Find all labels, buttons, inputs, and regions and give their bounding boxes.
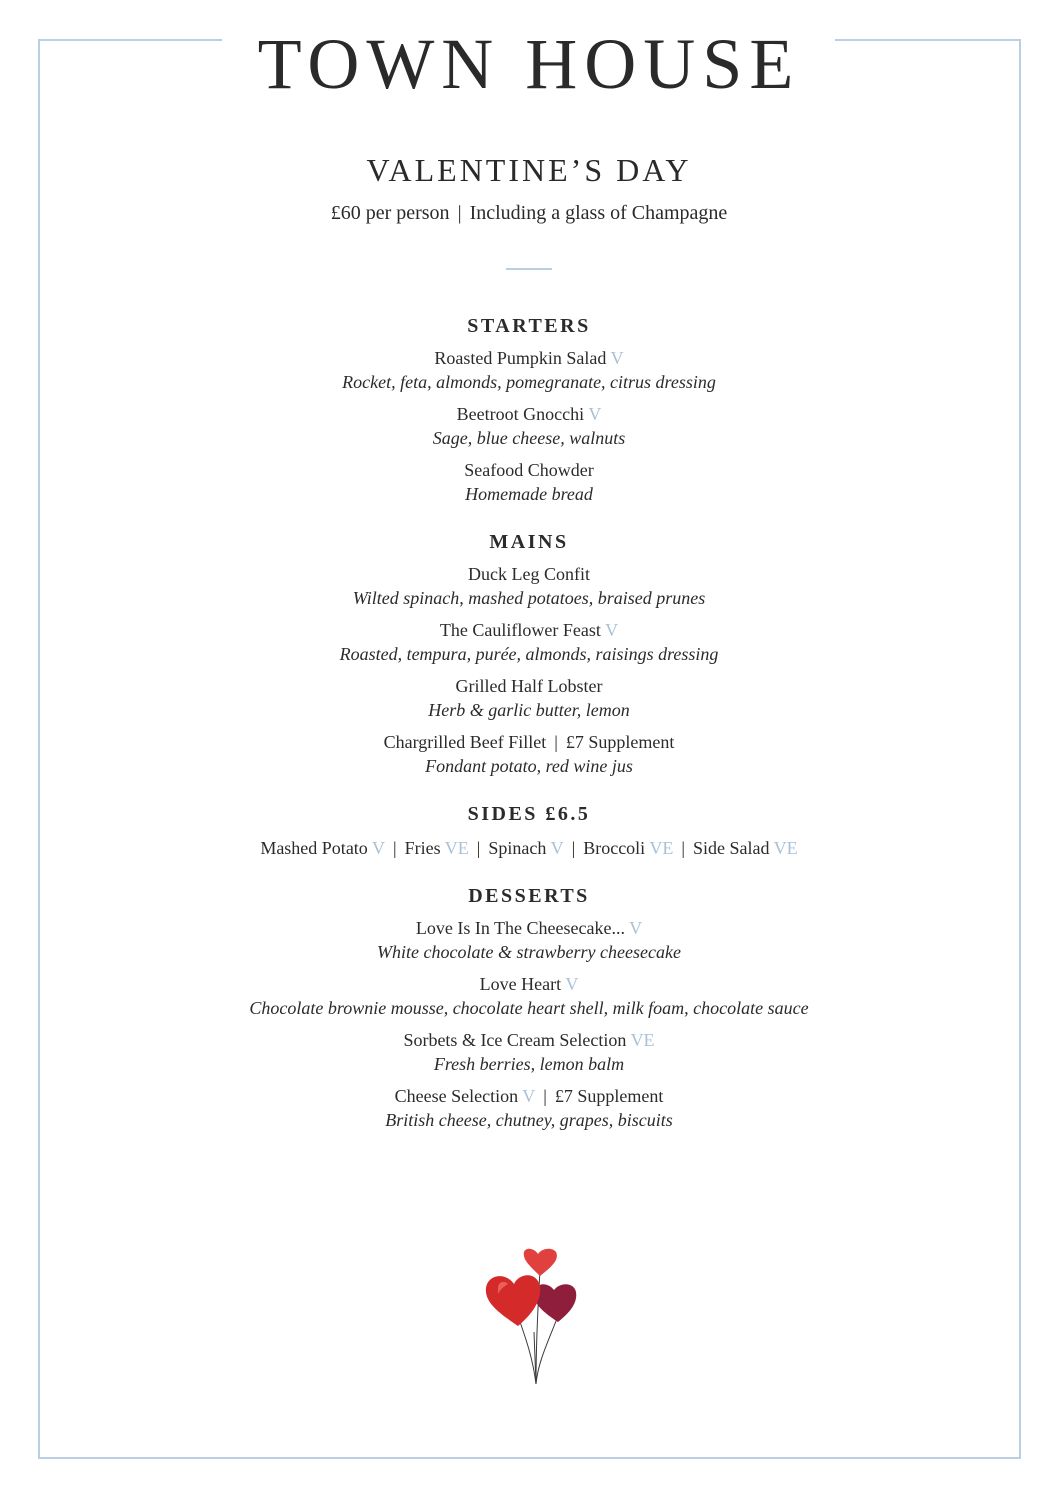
dish-name: Love Heart bbox=[479, 974, 562, 994]
dish-description: Sage, blue cheese, walnuts bbox=[432, 428, 626, 448]
side-name: Spinach bbox=[488, 838, 547, 858]
dish-name: Chargrilled Beef Fillet bbox=[383, 732, 547, 752]
section-title-sides: SIDES £6.5 bbox=[467, 803, 591, 825]
section-title-mains: MAINS bbox=[489, 531, 569, 553]
dish-description: White chocolate & strawberry cheesecake bbox=[377, 942, 681, 962]
dish-name: Sorbets & Ice Cream Selection bbox=[403, 1030, 627, 1050]
side-name: Mashed Potato bbox=[260, 838, 368, 858]
dish bbox=[0, 1028, 1058, 1076]
heart-balloon-red bbox=[486, 1275, 540, 1326]
separator: | bbox=[554, 732, 558, 752]
dish-description: Fresh berries, lemon balm bbox=[433, 1054, 625, 1074]
dish-description: Roasted, tempura, purée, almonds, raisings dressing bbox=[339, 644, 719, 664]
separator: | bbox=[681, 838, 685, 858]
dish bbox=[0, 346, 1058, 394]
diet-badge: V bbox=[372, 838, 385, 858]
frame-bottom bbox=[38, 1457, 1021, 1459]
diet-badge: V bbox=[588, 404, 602, 424]
separator: | bbox=[476, 838, 481, 858]
dish bbox=[0, 916, 1058, 964]
heart-balloon-top bbox=[524, 1249, 557, 1276]
separator: | bbox=[571, 838, 576, 858]
diet-badge: VE bbox=[444, 838, 469, 858]
separator: | bbox=[543, 1086, 547, 1106]
side-name: Side Salad bbox=[692, 838, 770, 858]
tagline bbox=[0, 202, 1058, 225]
brand-title: TOWN HOUSE bbox=[257, 24, 801, 104]
price-text: £60 per person bbox=[330, 202, 450, 224]
separator: | bbox=[393, 838, 397, 858]
dish-name: Love Is In The Cheesecake... bbox=[415, 918, 625, 938]
dish-description: Wilted spinach, mashed potatoes, braised prunes bbox=[352, 588, 706, 608]
dish bbox=[0, 618, 1058, 666]
dish-description: Herb & garlic butter, lemon bbox=[428, 700, 630, 720]
section-sides bbox=[0, 800, 1058, 860]
dish bbox=[0, 972, 1058, 1020]
dish-description: British cheese, chutney, grapes, biscuits bbox=[385, 1110, 673, 1130]
includes-text: Including a glass of Champagne bbox=[469, 202, 728, 224]
diet-badge: V bbox=[610, 348, 624, 368]
dish-description: Fondant potato, red wine jus bbox=[425, 756, 633, 776]
dish-name: Duck Leg Confit bbox=[468, 564, 590, 584]
dish-description: Homemade bread bbox=[465, 484, 593, 504]
event-title: VALENTINE’S DAY bbox=[366, 152, 692, 188]
diet-badge: VE bbox=[649, 838, 674, 858]
tagline-separator: | bbox=[457, 202, 462, 224]
dish-name: Grilled Half Lobster bbox=[455, 676, 603, 696]
diet-badge: VE bbox=[630, 1030, 655, 1050]
diet-badge: V bbox=[605, 620, 619, 640]
dish bbox=[0, 1084, 1058, 1132]
section-title-desserts: DESSERTS bbox=[468, 885, 590, 907]
section-mains bbox=[0, 528, 1058, 778]
dish bbox=[0, 674, 1058, 722]
sides-list bbox=[0, 836, 1058, 860]
section-title-starters: STARTERS bbox=[467, 315, 591, 337]
divider-rule bbox=[506, 268, 552, 270]
dish bbox=[0, 458, 1058, 506]
section-desserts bbox=[0, 882, 1058, 1132]
supplement: £7 Supplement bbox=[565, 732, 675, 752]
dish bbox=[0, 562, 1058, 610]
dish-name: The Cauliflower Feast bbox=[439, 620, 601, 640]
dish bbox=[0, 402, 1058, 450]
dish bbox=[0, 730, 1058, 778]
diet-badge: V bbox=[629, 918, 643, 938]
menu bbox=[0, 312, 1058, 1154]
supplement: £7 Supplement bbox=[554, 1086, 664, 1106]
side-name: Broccoli bbox=[583, 838, 646, 858]
diet-badge: V bbox=[565, 974, 579, 994]
dish-name: Roasted Pumpkin Salad bbox=[434, 348, 607, 368]
dish-description: Rocket, feta, almonds, pomegranate, citrus dressing bbox=[342, 372, 716, 392]
section-starters bbox=[0, 312, 1058, 506]
side-name: Fries bbox=[404, 838, 441, 858]
diet-badge: V bbox=[522, 1086, 536, 1106]
dish-name: Seafood Chowder bbox=[464, 460, 594, 480]
dish-description: Chocolate brownie mousse, chocolate heart shell, milk foam, chocolate sauce bbox=[249, 998, 809, 1018]
dish-name: Cheese Selection bbox=[394, 1086, 519, 1106]
heart-balloons-icon bbox=[478, 1244, 582, 1388]
diet-badge: VE bbox=[773, 838, 798, 858]
dish-name: Beetroot Gnocchi bbox=[456, 404, 585, 424]
diet-badge: V bbox=[550, 838, 564, 858]
